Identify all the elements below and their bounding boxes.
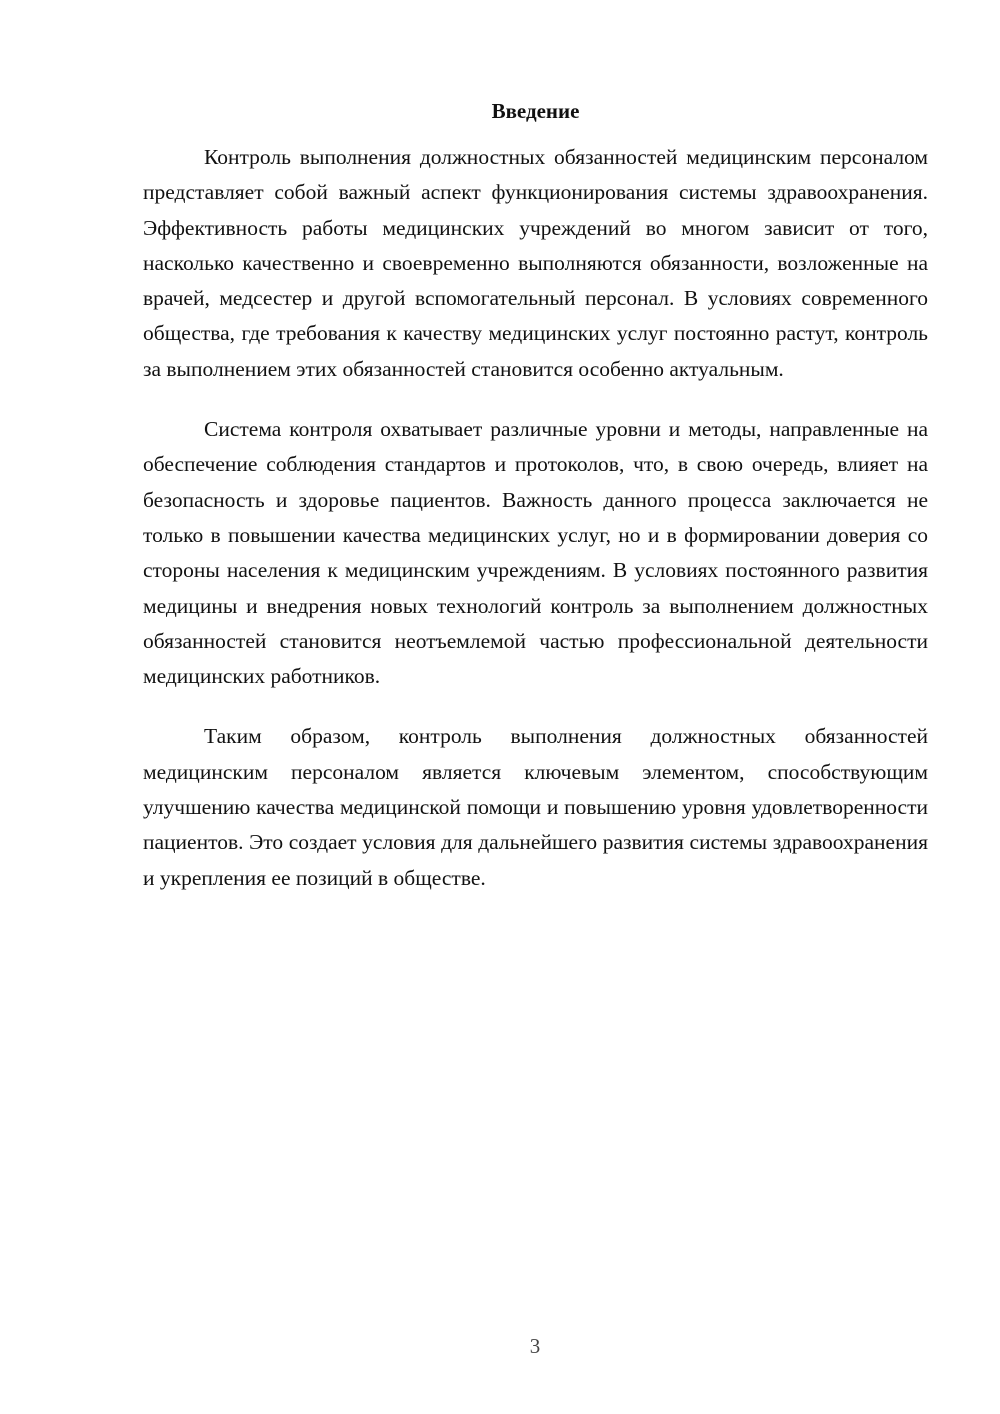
page-number: 3: [529, 1334, 541, 1358]
paragraph-1: Контроль выполнения должностных обязанностей медицинским персоналом представляет собой важный аспект функционирования системы здравоохранения. Эффективность работы медицинских учреждений во многом зависит от того, насколько качественно и своевременно выполняются обязанности, возложенные на врачей, медсестер и другой вспомогательный персонал. В условиях современного общества, где требования к качеству медицинских услуг постоянно растут, контроль за выполнением этих обязанностей становится особенно актуальным.: [143, 145, 928, 381]
paragraph-3: Таким образом, контроль выполнения должностных обязанностей медицинским персоналом является ключевым элементом, способствующим улучшению качества медицинской помощи и повышению уровня удовлетворенности пациентов. Это создает условия для дальнейшего развития системы здравоохранения и укрепления ее позиций в обществе.: [143, 724, 928, 890]
paragraph-2: Система контроля охватывает различные уровни и методы, направленные на обеспечение соблюдения стандартов и протоколов, что, в свою очередь, влияет на безопасность и здоровье пациентов. Важность данного процесса заключается не только в повышении качества медицинских услуг, но и в формировании доверия со стороны населения к медицинским учреждениям. В условиях постоянного развития медицины и внедрения новых технологий контроль за выполнением должностных обязанностей становится неотъемлемой частью профессиональной деятельности медицинских работников.: [143, 417, 928, 689]
page-content: [143, 96, 928, 921]
section-heading: Введение: [491, 99, 580, 123]
